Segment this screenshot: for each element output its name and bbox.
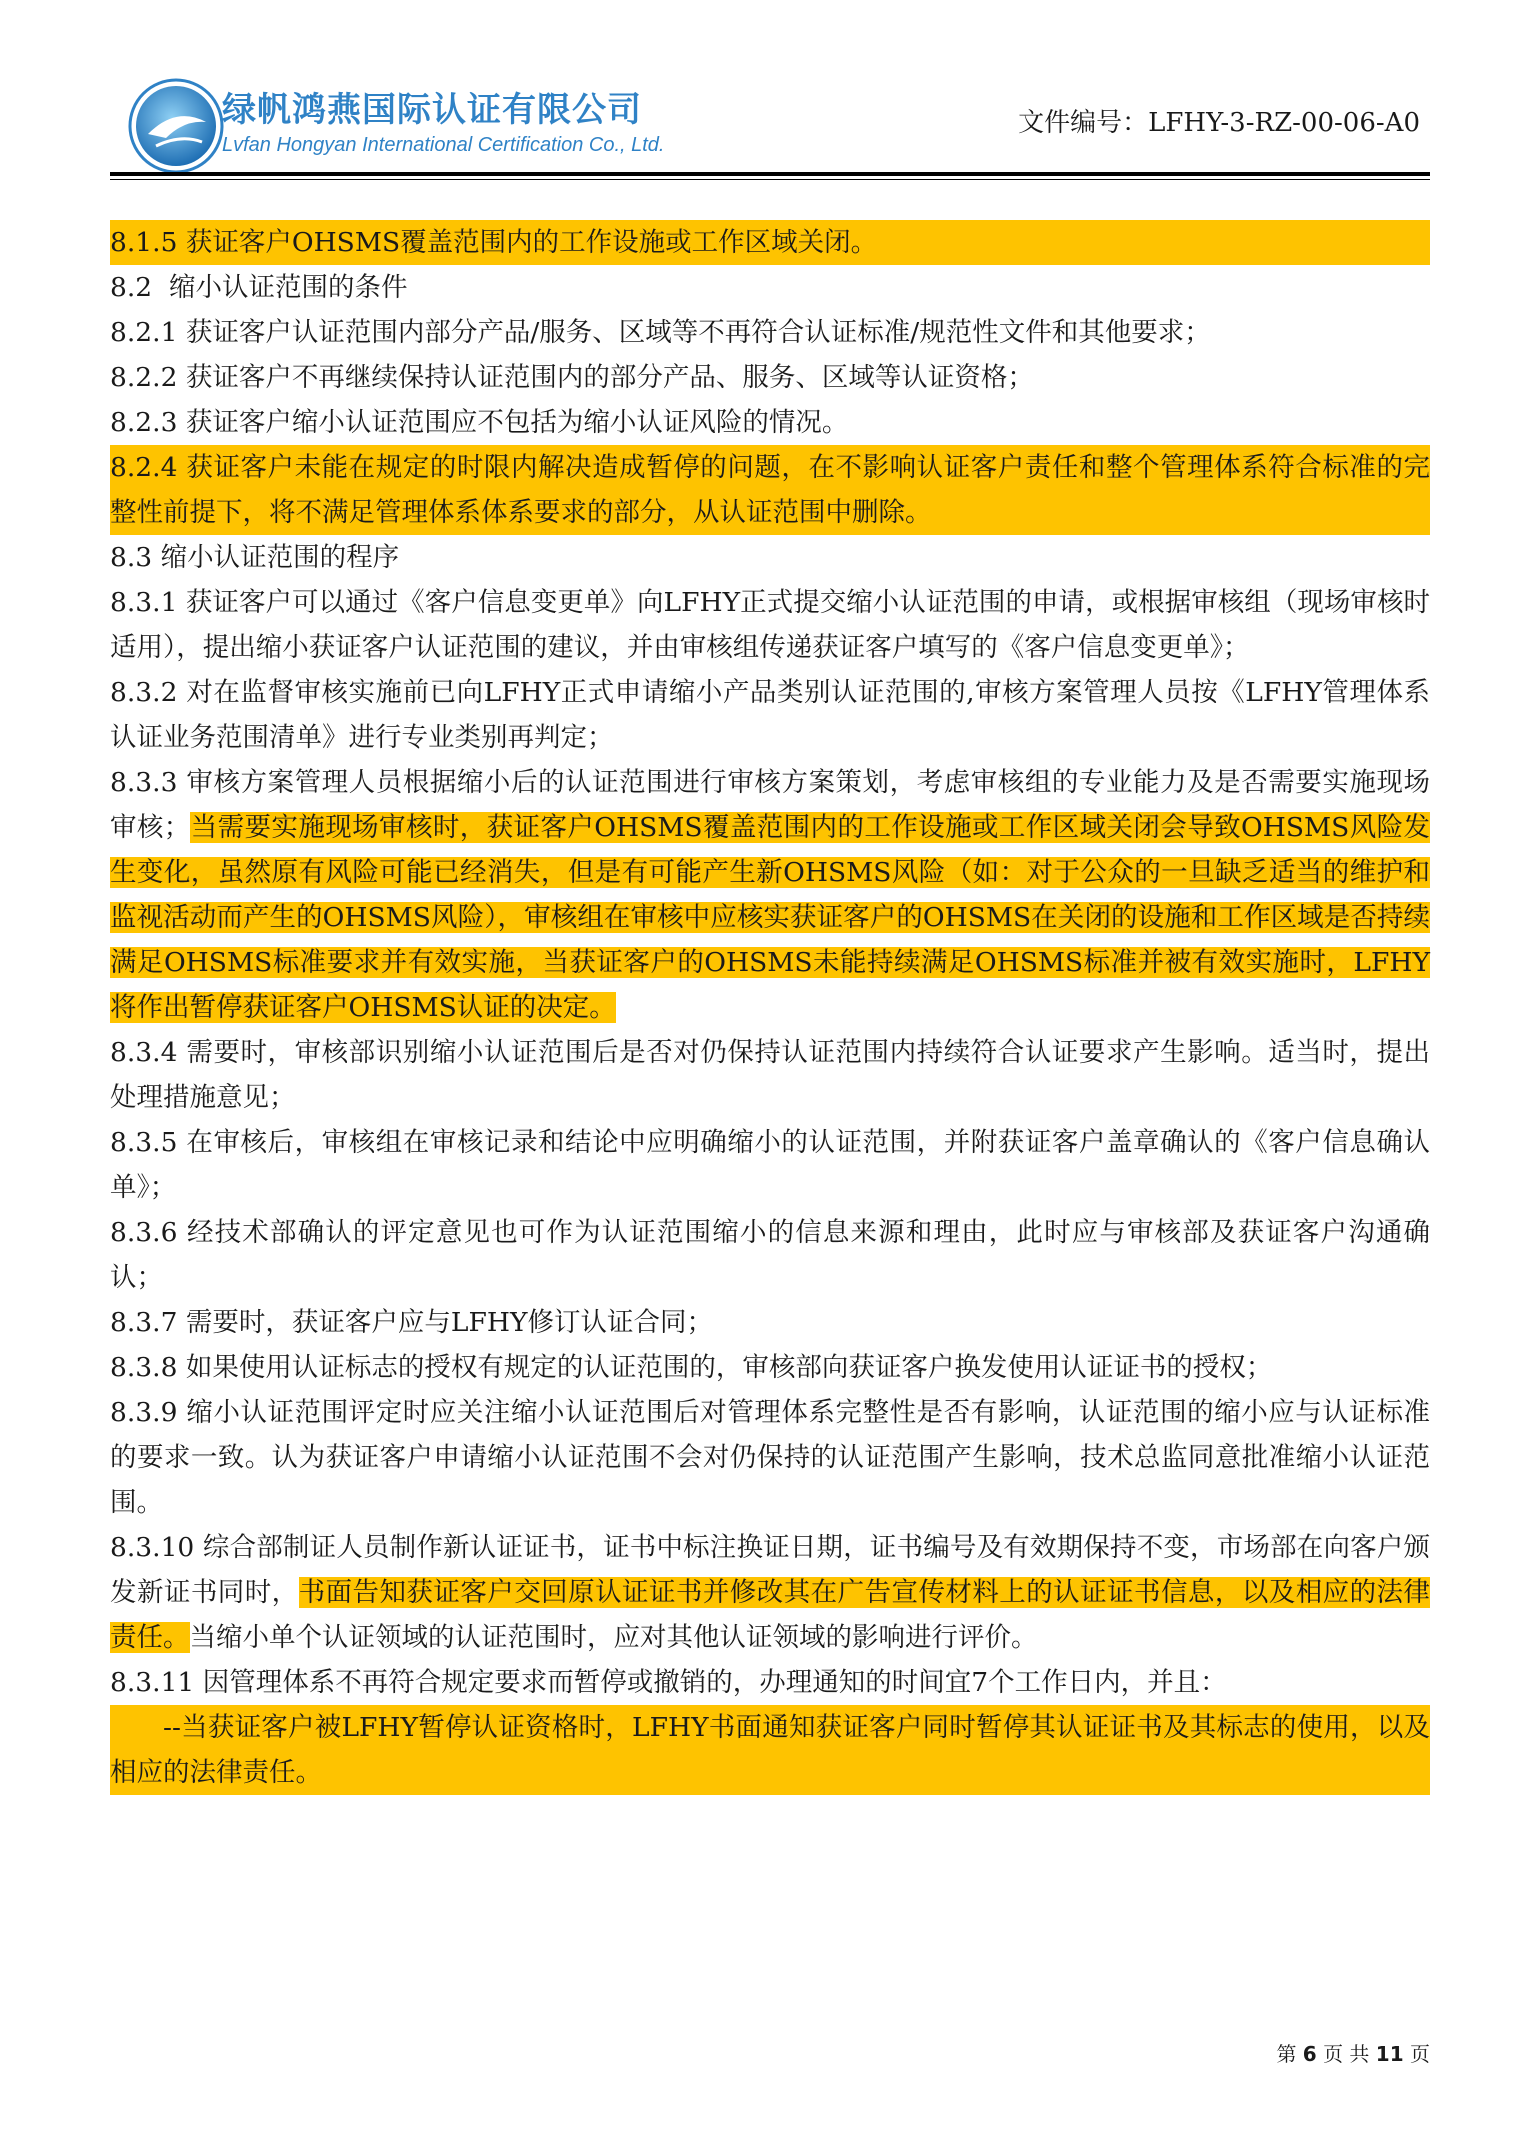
clause-8-3-9: 8.3.9 缩小认证范围评定时应关注缩小认证范围后对管理体系完整性是否有影响，认证范围的缩小应与认证标准的要求一致。认为获证客户申请缩小认证范围不会对仍保持的认证范围产生影响，技术总监同意批准缩小认证范围。	[110, 1397, 1430, 1518]
document-body	[110, 220, 1430, 1795]
page-number: 6	[1302, 2042, 1317, 2066]
clause-8-3: 8.3 缩小认证范围的程序	[110, 542, 400, 573]
clause-8-3-11-item: --当获证客户被LFHY暂停认证资格时，LFHY书面通知获证客户同时暂停其认证证书及其标志的使用，以及相应的法律责任。	[110, 1705, 1430, 1795]
clause-8-2-4: 8.2.4 获证客户未能在规定的时限内解决造成暂停的问题，在不影响认证客户责任和整个管理体系符合标准的完整性前提下，将不满足管理体系体系要求的部分，从认证范围中删除。	[110, 445, 1430, 535]
clause-8-3-7: 8.3.7 需要时，获证客户应与LFHY修订认证合同；	[110, 1307, 713, 1338]
header-rule-thin	[110, 179, 1430, 180]
footer-prefix: 第	[1276, 2042, 1297, 2066]
clause-8-3-2: 8.3.2 对在监督审核实施前已向LFHY正式申请缩小产品类别认证范围的,审核方案管理人员按《LFHY管理体系认证业务范围清单》进行专业类别再判定；	[110, 677, 1430, 753]
clause-8-2-2: 8.2.2 获证客户不再继续保持认证范围内的部分产品、服务、区域等认证资格；	[110, 362, 1034, 393]
company-name-cn: 绿帆鸿燕国际认证有限公司	[222, 90, 642, 130]
total-pages: 11	[1375, 2042, 1404, 2066]
clause-8-2: 8.2 缩小认证范围的条件	[110, 272, 408, 303]
clause-8-3-3-highlight: 当需要实施现场审核时，获证客户OHSMS覆盖范围内的工作设施或工作区域关闭会导致OHSMS风险发生变化，虽然原有风险可能已经消失，但是有可能产生新OHSMS风险（如：对于公众的一旦缺乏适当的维护和监视活动而产生的OHSMS风险），审核组在审核中应核实获证客户的OHSMS在关闭的设施和工作区域是否持续满足OHSMS标准要求并有效实施，当获证客户的OHSMS未能持续满足OHSMS标准并被有效实施时，LFHY将作出暂停获证客户OHSMS认证的决定。	[110, 812, 1430, 1023]
footer-suffix: 页	[1410, 2042, 1430, 2066]
clause-8-3-10-highlight: 书面告知获证客户交回原认证证书并修改其在广告宣传材料上的认证证书信息，以及相应的法律责任。	[110, 1577, 1431, 1653]
clause-8-2-3: 8.2.3 获证客户缩小认证范围应不包括为缩小认证风险的情况。	[110, 407, 849, 438]
header-rule-thick	[110, 172, 1430, 176]
clause-8-3-11: 8.3.11 因管理体系不再符合规定要求而暂停或撤销的，办理通知的时间宜7个工作日内，并且：	[110, 1667, 1227, 1698]
clause-8-3-6: 8.3.6 经技术部确认的评定意见也可作为认证范围缩小的信息来源和理由，此时应与审核部及获证客户沟通确认；	[110, 1217, 1430, 1293]
page-footer	[1276, 2038, 1430, 2067]
footer-middle: 页 共	[1323, 2042, 1370, 2066]
clause-8-3-1: 8.3.1 获证客户可以通过《客户信息变更单》向LFHY正式提交缩小认证范围的申请，或根据审核组（现场审核时适用），提出缩小获证客户认证范围的建议，并由审核组传递获证客户填写的《客户信息变更单》；	[110, 587, 1430, 663]
clause-8-3-10: 8.3.10 综合部制证人员制作新认证证书，证书中标注换证日期，证书编号及有效期保持不变，市场部在向客户颁发新证书同时，书面告知获证客户交回原认证证书并修改其在广告宣传材料上的认证证书信息，以及相应的法律责任。当缩小单个认证领域的认证范围时，应对其他认证领域的影响进行评价。	[110, 1532, 1431, 1653]
company-name-en: Lvfan Hongyan International Certification Co., Ltd.	[222, 134, 665, 156]
clause-8-3-5: 8.3.5 在审核后，审核组在审核记录和结论中应明确缩小的认证范围，并附获证客户盖章确认的《客户信息确认单》；	[110, 1127, 1430, 1203]
document-number: 文件编号：LFHY-3-RZ-00-06-A0	[1018, 108, 1420, 138]
clause-8-1-5: 8.1.5 获证客户OHSMS覆盖范围内的工作设施或工作区域关闭。	[110, 220, 1430, 265]
clause-8-3-4: 8.3.4 需要时，审核部识别缩小认证范围后是否对仍保持认证范围内持续符合认证要求产生影响。适当时，提出处理措施意见；	[110, 1037, 1430, 1113]
page-header	[110, 62, 1430, 162]
clause-8-3-8: 8.3.8 如果使用认证标志的授权有规定的认证范围的，审核部向获证客户换发使用认证证书的授权；	[110, 1352, 1273, 1383]
clause-8-2-1: 8.2.1 获证客户认证范围内部分产品/服务、区域等不再符合认证标准/规范性文件和其他要求；	[110, 317, 1211, 348]
clause-8-3-3: 8.3.3 审核方案管理人员根据缩小后的认证范围进行审核方案策划，考虑审核组的专业能力及是否需要实施现场审核；当需要实施现场审核时，获证客户OHSMS覆盖范围内的工作设施或工作区域关闭会导致OHSMS风险发生变化，虽然原有风险可能已经消失，但是有可能产生新OHSMS风险（如：对于公众的一旦缺乏适当的维护和监视活动而产生的OHSMS风险），审核组在审核中应核实获证客户的OHSMS在关闭的设施和工作区域是否持续满足OHSMS标准要求并有效实施，当获证客户的OHSMS未能持续满足OHSMS标准并被有效实施时，LFHY将作出暂停获证客户OHSMS认证的决定。	[110, 767, 1430, 1023]
company-logo-globe-icon	[126, 76, 226, 176]
